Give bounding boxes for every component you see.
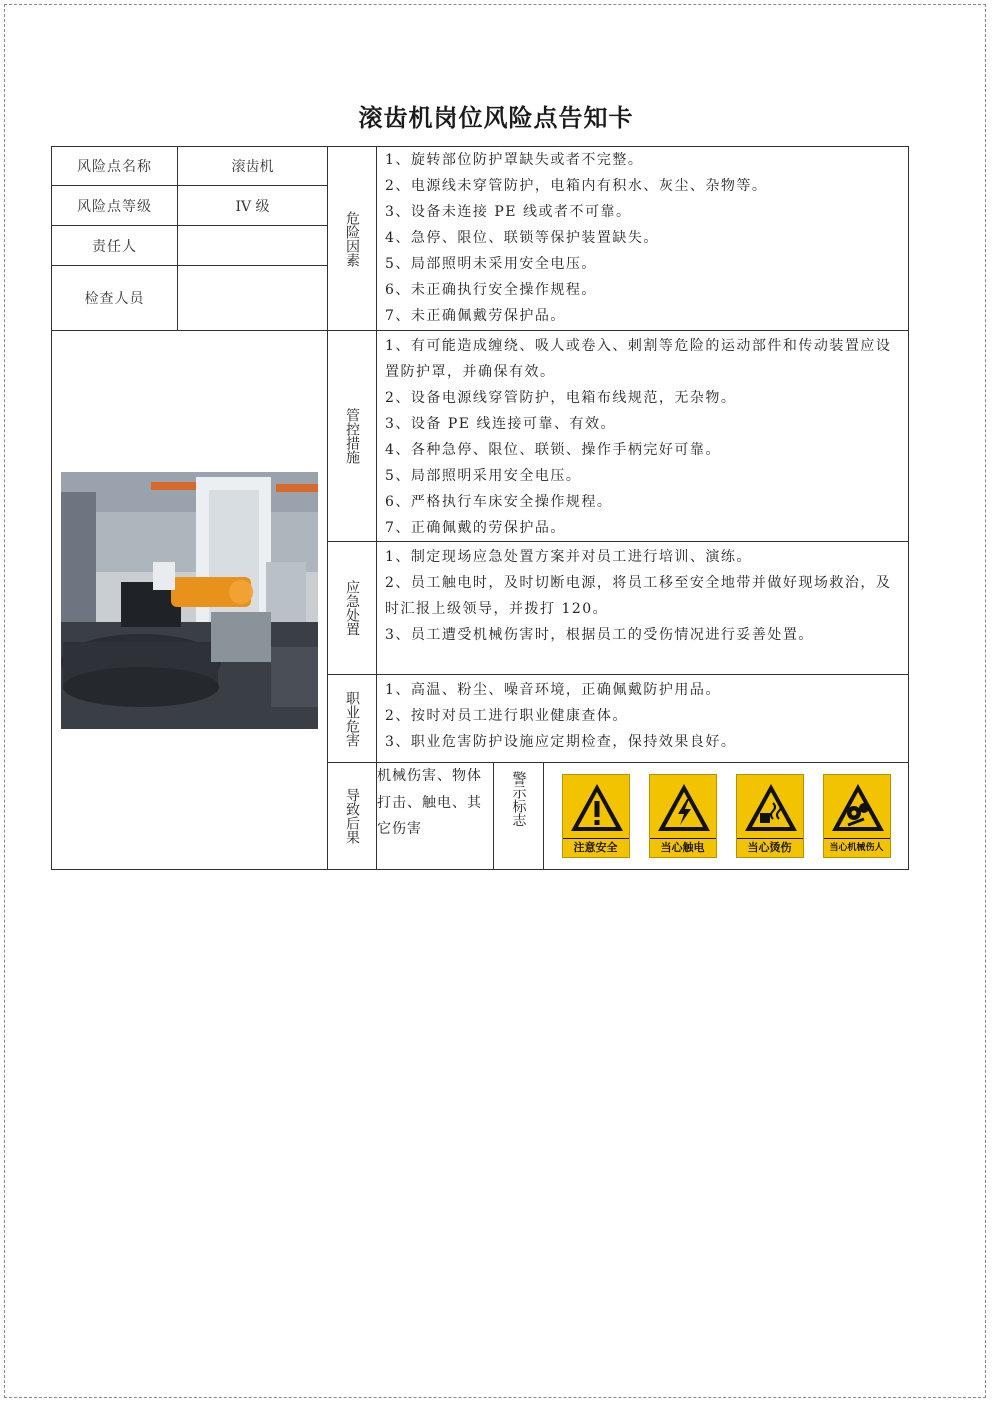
inspector-label: 检查人员 <box>52 266 178 331</box>
hazard-item: 1、旋转部位防护罩缺失或者不完整。 <box>385 152 644 168</box>
warning-sign-caption: 当心机械伤人 <box>824 838 890 857</box>
hazard-item: 5、局部照明未采用安全电压。 <box>385 256 597 272</box>
hazard-item: 7、未正确佩戴劳保护品。 <box>385 308 566 324</box>
consequence-text: 机械伤害、物体打击、触电、其它伤害 <box>377 763 494 870</box>
hazard-item: 6、未正确执行安全操作规程。 <box>385 282 597 298</box>
occupational-item: 3、职业危害防护设施应定期检查，保持效果良好。 <box>385 734 737 750</box>
consequence-label: 导致后果 <box>344 788 360 844</box>
control-label-cell <box>328 331 377 542</box>
warning-sign <box>649 774 717 858</box>
hazard-items <box>377 147 909 331</box>
emergency-item: 2、员工触电时，及时切断电源，将员工移至安全地带并做好现场救治，及时汇报上级领导，并拨打 120。 <box>385 575 892 617</box>
level-value: IV 级 <box>178 186 328 226</box>
emergency-items <box>377 542 909 675</box>
name-label: 风险点名称 <box>52 147 178 186</box>
emergency-item: 1、制定现场应急处置方案并对员工进行培训、演练。 <box>385 549 752 565</box>
name-value: 滚齿机 <box>178 147 328 186</box>
warning-sign <box>736 774 804 858</box>
inspector-value <box>178 266 328 331</box>
warning-label-cell <box>494 763 544 870</box>
warning-label: 警示标志 <box>510 771 527 827</box>
page-title: 滚齿机岗位风险点告知卡 <box>358 103 634 132</box>
warning-sign <box>823 774 891 858</box>
warning-sign-caption: 当心烫伤 <box>737 838 803 857</box>
photo-cell <box>52 331 328 870</box>
owner-label: 责任人 <box>52 226 178 266</box>
occupational-items <box>377 675 909 763</box>
hazard-item: 2、电源线未穿管防护，电箱内有积水、灰尘、杂物等。 <box>385 178 768 194</box>
occupational-label: 职业危害 <box>344 690 360 747</box>
owner-value <box>178 226 328 266</box>
hazard-item: 3、设备未连接 PE 线或者不可靠。 <box>385 204 632 220</box>
control-items <box>377 331 909 542</box>
hazard-item: 4、急停、限位、联锁等保护装置缺失。 <box>385 230 659 246</box>
occupational-item: 2、按时对员工进行职业健康查体。 <box>385 708 628 724</box>
emergency-label: 应急处置 <box>344 580 360 636</box>
control-item: 3、设备 PE 线连接可靠、有效。 <box>385 416 616 432</box>
control-item: 4、各种急停、限位、联锁、操作手柄完好可靠。 <box>385 442 721 458</box>
warning-sign-caption: 当心触电 <box>650 838 716 857</box>
control-label: 管控措施 <box>344 408 360 464</box>
warning-sign <box>562 774 630 858</box>
emergency-label-cell <box>328 542 377 675</box>
hazard-label-cell <box>328 147 377 331</box>
emergency-item: 3、员工遭受机械伤害时，根据员工的受伤情况进行妥善处置。 <box>385 627 814 643</box>
warning-signs-cell <box>544 763 909 870</box>
machine-photo <box>61 472 318 729</box>
control-item: 2、设备电源线穿管防护，电箱布线规范，无杂物。 <box>385 390 737 406</box>
level-label: 风险点等级 <box>52 186 178 226</box>
risk-card-table <box>51 146 909 870</box>
control-item: 7、正确佩戴的劳保护品。 <box>385 520 566 536</box>
control-item: 1、有可能造成缠绕、吸人或卷入、刺割等危险的运动部件和传动装置应设置防护罩，并确保有效。 <box>385 338 892 380</box>
control-item: 5、局部照明采用安全电压。 <box>385 468 582 484</box>
consequence-label-cell <box>328 763 377 870</box>
control-item: 6、严格执行车床安全操作规程。 <box>385 494 613 510</box>
warning-sign-caption: 注意安全 <box>563 838 629 857</box>
occupational-label-cell <box>328 675 377 763</box>
hazard-label: 危险因素 <box>344 210 360 267</box>
occupational-item: 1、高温、粉尘、噪音环境，正确佩戴防护用品。 <box>385 682 721 698</box>
